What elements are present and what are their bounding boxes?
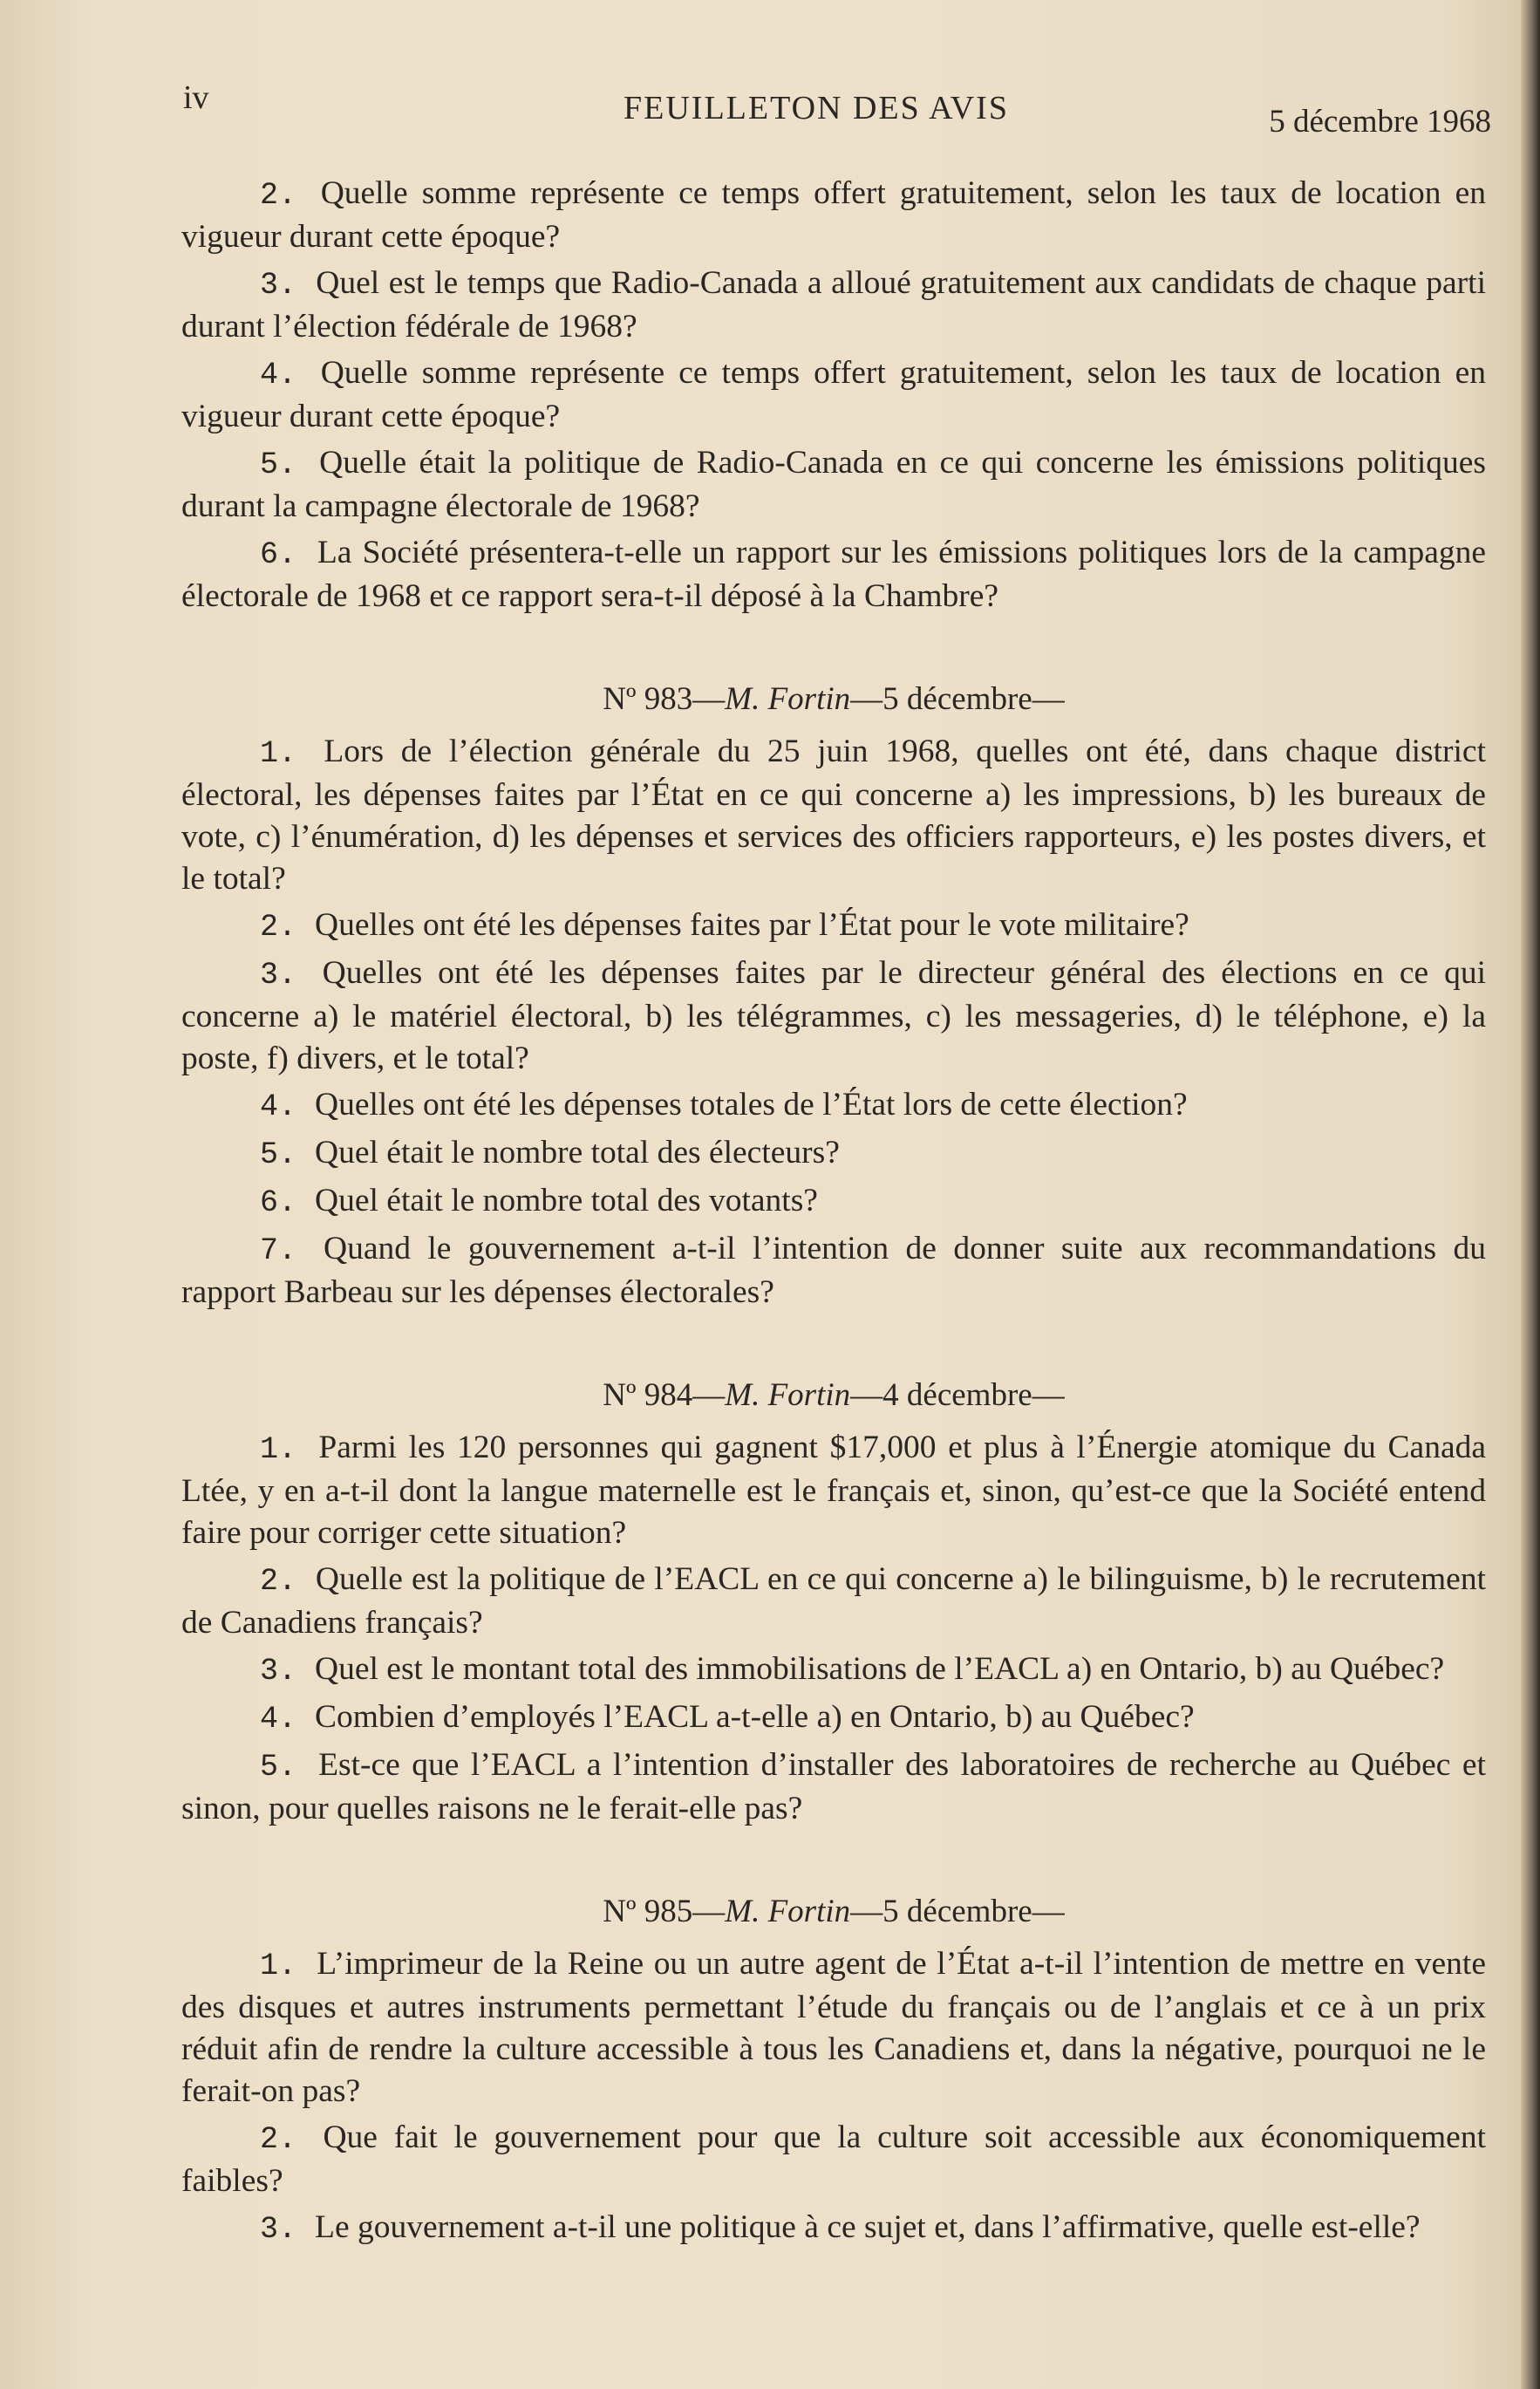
question: 1 . Lors de l’élection générale du 25 juin 1968, quelles ont été, dans chaque district électoral, les dépenses faites par l’État en ce qui concerne a) les impressions, b) les bureaux de vote, c) l’énumération, d) les dépenses et services des officiers rapporteurs, e) les postes divers, et le total? bbox=[181, 731, 1486, 900]
question: 4 . Quelle somme représente ce temps offert gratuitement, selon les taux de location en vigueur durant cette époque? bbox=[181, 352, 1486, 438]
question: 1 . Parmi les 120 personnes qui gagnent $17,000 et plus à l’Énergie atomique du Canada Ltée, y en a-t-il dont la langue maternelle est le français et, sinon, qu’est-ce que la Société entend faire pour corriger cette situation? bbox=[181, 1427, 1486, 1554]
question: 5 . Quel était le nombre total des électeurs? bbox=[181, 1132, 1486, 1176]
page-date: 5 décembre 1968 bbox=[1269, 104, 1491, 140]
question: 4 . Combien d’employés l’EACL a-t-elle a) en Ontario, b) au Québec? bbox=[181, 1696, 1486, 1740]
question: 3 . Le gouvernement a-t-il une politique à ce sujet et, dans l’affirmative, quelle est-elle? bbox=[181, 2207, 1486, 2250]
question: 5 . Quelle était la politique de Radio-Canada en ce qui concerne les émissions politiques durant la campagne électorale de 1968? bbox=[181, 442, 1486, 528]
notice-984 bbox=[181, 1375, 1486, 1830]
page-header bbox=[183, 72, 1491, 140]
book-spine-shadow bbox=[1521, 0, 1540, 2389]
page-content bbox=[181, 173, 1486, 2255]
question: 2 . Quelle somme représente ce temps offert gratuitement, selon les taux de location en vigueur durant cette époque? bbox=[181, 173, 1486, 258]
notice-heading: Nº 984— M. Fortin— 4 décembre— bbox=[181, 1375, 1486, 1416]
notice-985 bbox=[181, 1891, 1486, 2250]
question: 3 . Quel est le montant total des immobilisations de l’EACL a) en Ontario, b) au Québec? bbox=[181, 1648, 1486, 1692]
question: 2 . Quelle est la politique de l’EACL en ce qui concerne a) le bilinguisme, b) le recrutement de Canadiens français? bbox=[181, 1559, 1486, 1644]
question: 3 . Quel est le temps que Radio-Canada a alloué gratuitement aux candidats de chaque parti durant l’élection fédérale de 1968? bbox=[181, 263, 1486, 348]
notice-heading: Nº 985— M. Fortin— 5 décembre— bbox=[181, 1891, 1486, 1933]
question: 7 . Quand le gouvernement a-t-il l’intention de donner suite aux recommandations du rapport Barbeau sur les dépenses électorales? bbox=[181, 1228, 1486, 1314]
page-title: FEUILLETON DES AVIS bbox=[623, 90, 1009, 126]
question: 5 . Est-ce que l’EACL a l’intention d’installer des laboratoires de recherche au Québec et sinon, pour quelles raisons ne le ferait-elle pas? bbox=[181, 1744, 1486, 1830]
notice-983 bbox=[181, 679, 1486, 1314]
question: 2 . Quelles ont été les dépenses faites par l’État pour le vote militaire? bbox=[181, 904, 1486, 948]
page-number: iv bbox=[183, 79, 209, 116]
question: 6 . La Société présentera-t-elle un rapport sur les émissions politiques lors de la campagne électorale de 1968 et ce rapport sera-t-il déposé à la Chambre? bbox=[181, 532, 1486, 618]
intro-questions bbox=[181, 173, 1486, 618]
question: 3 . Quelles ont été les dépenses faites par le directeur général des élections en ce qui concerne a) le matériel électoral, b) les télégrammes, c) les messageries, d) le téléphone, e) la poste, f) divers, et le total? bbox=[181, 952, 1486, 1080]
question: 1 . L’imprimeur de la Reine ou un autre agent de l’État a-t-il l’intention de mettre en vente des disques et autres instruments permettant l’étude du français ou de l’anglais et ce à un prix réduit afin de rendre la culture accessible à tous les Canadiens et, dans la négative, pourquoi ne le ferait-on pas? bbox=[181, 1943, 1486, 2113]
question: 6 . Quel était le nombre total des votants? bbox=[181, 1180, 1486, 1224]
question: 4 . Quelles ont été les dépenses totales de l’État lors de cette élection? bbox=[181, 1084, 1486, 1128]
notice-heading: Nº 983— M. Fortin— 5 décembre— bbox=[181, 679, 1486, 720]
question: 2 . Que fait le gouvernement pour que la culture soit accessible aux économiquement faibles? bbox=[181, 2117, 1486, 2202]
